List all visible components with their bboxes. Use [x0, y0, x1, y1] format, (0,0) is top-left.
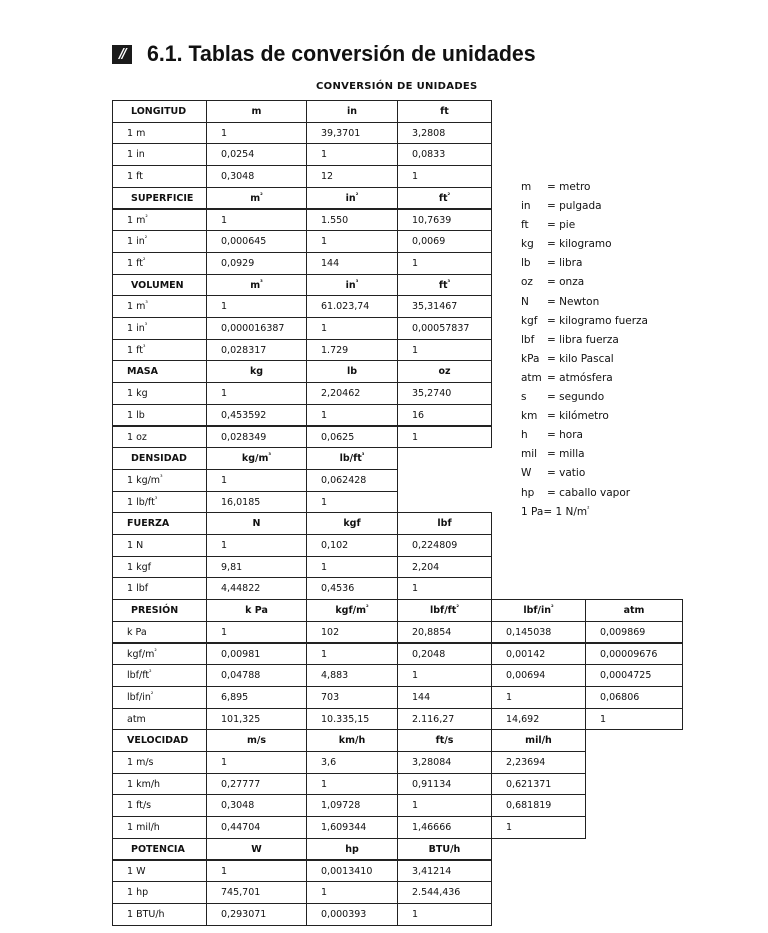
- presion-table-cell: 2.116,27: [397, 708, 492, 731]
- legend-meaning: = libra: [547, 257, 583, 270]
- superficie-table-cell: 1 $m^{^2}$: [112, 209, 207, 232]
- legend-item: [521, 178, 648, 197]
- potencia-table-cell: 2.544,436: [397, 881, 492, 904]
- masa-header-cell: MASA: [112, 360, 207, 383]
- legend-abbreviation: hp: [521, 486, 535, 499]
- velocidad-table-cell: 0,681819: [491, 794, 586, 817]
- superficie-table-cell: 1: [206, 209, 307, 232]
- volumen-header-cell: $in^{^3}$: [306, 274, 398, 297]
- longitud-table-cell: 12: [306, 165, 398, 188]
- fuerza-table-cell: 4,44822: [206, 577, 307, 600]
- presion-table-cell: 101,325: [206, 708, 307, 731]
- fuerza-table-cell: 1 N: [112, 534, 207, 557]
- superficie-table-cell: 10,7639: [397, 209, 492, 232]
- velocidad-table-cell: 1 km/h: [112, 773, 207, 796]
- velocidad-table-cell: 1: [491, 816, 586, 839]
- masa-table-cell: 0,0625: [306, 426, 398, 449]
- superficie-table-cell: 1 $in^{^2}$: [112, 230, 207, 253]
- presion-header-cell: lbf/$in^{^2}$: [491, 599, 586, 622]
- presion-table-cell: 1: [585, 708, 683, 731]
- legend-abbreviation: lbf: [521, 333, 535, 346]
- legend-item: [521, 503, 648, 522]
- legend-abbreviation: in: [521, 200, 531, 213]
- presion-table-cell: 10.335,15: [306, 708, 398, 731]
- presion-table-cell: 0,04788: [206, 664, 307, 687]
- densidad-table-cell: 1 $kg/m^{^3}$: [112, 469, 207, 492]
- velocidad-table-cell: 3,28084: [397, 751, 492, 774]
- volumen-table-cell: 61.023,74: [306, 295, 398, 318]
- legend-abbreviation: s: [521, 391, 527, 404]
- legend-abbreviation: kg: [521, 238, 534, 251]
- masa-header-cell: lb: [306, 360, 398, 383]
- presion-table-cell: atm: [112, 708, 207, 731]
- legend-meaning: = hora: [547, 429, 583, 442]
- volumen-header-cell: $ft^{^3}$: [397, 274, 492, 297]
- velocidad-table-cell: 1,09728: [306, 794, 398, 817]
- superficie-table-cell: 144: [306, 252, 398, 275]
- legend-meaning: = Newton: [547, 295, 600, 308]
- legend-meaning: = segundo: [547, 391, 605, 404]
- legend-item: [521, 293, 648, 312]
- fuerza-table-cell: 1: [206, 534, 307, 557]
- fuerza-table-cell: 9,81: [206, 556, 307, 579]
- presion-table-cell: 0,00142: [491, 643, 586, 666]
- superficie-header-cell: $in^{^2}$: [306, 187, 398, 210]
- presion-table-cell: 102: [306, 621, 398, 644]
- velocidad-header-cell: km/h: [306, 729, 398, 752]
- presion-table-cell: kgf/$m^{^2}$: [112, 643, 207, 666]
- legend-abbreviation: atm: [521, 371, 542, 384]
- presion-table-cell: 0,0004725: [585, 664, 683, 687]
- volumen-table-cell: 1 $m^{^3}$: [112, 295, 207, 318]
- velocidad-table-cell: 1,46666: [397, 816, 492, 839]
- potencia-header-cell: BTU/h: [397, 838, 492, 861]
- legend-meaning: = kilogramo: [547, 238, 612, 251]
- table-title: CONVERSIÓN DE UNIDADES: [316, 81, 478, 92]
- potencia-table-cell: 1 W: [112, 860, 207, 883]
- velocidad-header-cell: VELOCIDAD: [112, 729, 207, 752]
- volumen-table-cell: 1: [397, 339, 492, 362]
- potencia-table-cell: 0,293071: [206, 903, 307, 926]
- longitud-header-cell: ft: [397, 100, 492, 123]
- legend-abbreviation: ft: [521, 219, 529, 232]
- legend-item: [521, 350, 648, 369]
- legend-meaning: = pie: [547, 219, 576, 232]
- masa-table-cell: 1 oz: [112, 426, 207, 449]
- legend-abbreviation: km: [521, 410, 538, 423]
- longitud-header-cell: in: [306, 100, 398, 123]
- presion-table-cell: 0,06806: [585, 686, 683, 709]
- longitud-table-cell: 0,0833: [397, 143, 492, 166]
- fuerza-header-cell: FUERZA: [112, 512, 207, 535]
- legend-abbreviation: m: [521, 181, 532, 193]
- densidad-table-cell: 0,062428: [306, 469, 398, 492]
- potencia-table-cell: 1: [306, 881, 398, 904]
- velocidad-table-cell: 0,621371: [491, 773, 586, 796]
- presion-header-cell: atm: [585, 599, 683, 622]
- volumen-table-cell: 1 $in^{^3}$: [112, 317, 207, 340]
- presion-table-cell: 0,00009676: [585, 643, 683, 666]
- presion-header-cell: PRESIÓN: [112, 599, 207, 622]
- legend-meaning: = 1 $N/m^{^2}$: [543, 505, 590, 518]
- legend-item: [521, 484, 648, 503]
- velocidad-table-cell: 3,6: [306, 751, 398, 774]
- volumen-table-cell: 1.729: [306, 339, 398, 362]
- longitud-table-cell: 1: [206, 122, 307, 145]
- legend-item: [521, 254, 648, 273]
- superficie-table-cell: 0,0069: [397, 230, 492, 253]
- longitud-table-cell: 39,3701: [306, 122, 398, 145]
- presion-table-cell: 1: [491, 686, 586, 709]
- potencia-table-cell: 1: [397, 903, 492, 926]
- longitud-header-cell: m: [206, 100, 307, 123]
- presion-table-cell: lbf/$in^{^2}$: [112, 686, 207, 709]
- velocidad-table-cell: 1 mil/h: [112, 816, 207, 839]
- longitud-header-cell: LONGITUD: [112, 100, 207, 123]
- legend-abbreviation: N: [521, 295, 529, 308]
- potencia-table-cell: 0,000393: [306, 903, 398, 926]
- legend-item: [521, 235, 648, 254]
- legend-abbreviation: lb: [521, 257, 531, 270]
- legend-item: [521, 273, 648, 292]
- velocidad-table-cell: 0,3048: [206, 794, 307, 817]
- densidad-header-cell: DENSIDAD: [112, 447, 207, 470]
- masa-table-cell: 2,20462: [306, 382, 398, 405]
- velocidad-table-cell: 1 ft/s: [112, 794, 207, 817]
- masa-table-cell: 35,2740: [397, 382, 492, 405]
- legend-abbreviation: h: [521, 429, 528, 442]
- volumen-header-cell: VOLUMEN: [112, 274, 207, 297]
- superficie-table-cell: 0,0929: [206, 252, 307, 275]
- legend-abbreviation: kPa: [521, 352, 540, 365]
- potencia-header-cell: hp: [306, 838, 398, 861]
- presion-table-cell: 0,2048: [397, 643, 492, 666]
- potencia-table-cell: 0,0013410: [306, 860, 398, 883]
- longitud-table-cell: 3,2808: [397, 122, 492, 145]
- velocidad-header-cell: mil/h: [491, 729, 586, 752]
- volumen-table-cell: 0,028317: [206, 339, 307, 362]
- fuerza-table-cell: 1 kgf: [112, 556, 207, 579]
- volumen-table-cell: 1: [306, 317, 398, 340]
- velocidad-table-cell: 1: [206, 751, 307, 774]
- presion-table-cell: 14,692: [491, 708, 586, 731]
- velocidad-table-cell: 1,609344: [306, 816, 398, 839]
- masa-table-cell: 16: [397, 404, 492, 427]
- presion-table-cell: 1: [206, 621, 307, 644]
- fuerza-header-cell: kgf: [306, 512, 398, 535]
- legend-abbreviation: oz: [521, 276, 533, 289]
- superficie-table-cell: 1.550: [306, 209, 398, 232]
- presion-table-cell: 0,00981: [206, 643, 307, 666]
- longitud-table-cell: 1: [397, 165, 492, 188]
- fuerza-table-cell: 2,204: [397, 556, 492, 579]
- masa-table-cell: 0,028349: [206, 426, 307, 449]
- presion-table-cell: 703: [306, 686, 398, 709]
- legend-abbreviation: W: [521, 467, 532, 480]
- velocidad-table-cell: 1 m/s: [112, 751, 207, 774]
- volumen-table-cell: 0,000016387: [206, 317, 307, 340]
- legend-meaning: = atmósfera: [547, 371, 613, 384]
- legend-item: [521, 331, 648, 350]
- fuerza-table-cell: 1: [306, 556, 398, 579]
- legend-item: [521, 426, 648, 445]
- volumen-table-cell: 1: [206, 295, 307, 318]
- legend-abbreviation: mil: [521, 448, 538, 461]
- fuerza-table-cell: 1 lbf: [112, 577, 207, 600]
- presion-table-cell: 0,00694: [491, 664, 586, 687]
- fuerza-header-cell: lbf: [397, 512, 492, 535]
- legend-item: [521, 197, 648, 216]
- masa-header-cell: kg: [206, 360, 307, 383]
- presion-table-cell: 20,8854: [397, 621, 492, 644]
- legend-abbreviation: kgf: [521, 314, 538, 327]
- longitud-table-cell: 1 ft: [112, 165, 207, 188]
- legend-item: [521, 369, 648, 388]
- densidad-table-cell: 1 $lb/ft^{^3}$: [112, 491, 207, 514]
- presion-header-cell: k Pa: [206, 599, 307, 622]
- fuerza-table-cell: 1: [397, 577, 492, 600]
- presion-table-cell: 144: [397, 686, 492, 709]
- presion-table-cell: 1: [397, 664, 492, 687]
- superficie-header-cell: SUPERFICIE: [112, 187, 207, 210]
- legend-meaning: = caballo vapor: [547, 486, 631, 499]
- legend-meaning: = libra fuerza: [547, 333, 619, 346]
- masa-table-cell: 1: [397, 426, 492, 449]
- masa-table-cell: 1 kg: [112, 382, 207, 405]
- densidad-header-cell: $lb/ft^{^3}$: [306, 447, 398, 470]
- legend-item: [521, 388, 648, 407]
- presion-table-cell: lbf/$ft^{^2}$: [112, 664, 207, 687]
- fuerza-table-cell: 0,4536: [306, 577, 398, 600]
- superficie-table-cell: 1 $ft^{^2}$: [112, 252, 207, 275]
- presion-table-cell: 0,145038: [491, 621, 586, 644]
- superficie-table-cell: 0,000645: [206, 230, 307, 253]
- potencia-table-cell: 1 hp: [112, 881, 207, 904]
- legend-meaning: = vatio: [547, 467, 586, 480]
- masa-table-cell: 1: [306, 404, 398, 427]
- presion-header-cell: kgf/$m^{^2}$: [306, 599, 398, 622]
- superficie-header-cell: $m^{^2}$: [206, 187, 307, 210]
- potencia-table-cell: 1: [206, 860, 307, 883]
- volumen-table-cell: 1 $ft^{^3}$: [112, 339, 207, 362]
- legend-item: [521, 464, 648, 483]
- potencia-header-cell: POTENCIA: [112, 838, 207, 861]
- masa-table-cell: 1 lb: [112, 404, 207, 427]
- legend-meaning: = milla: [547, 448, 585, 461]
- velocidad-table-cell: 1: [306, 773, 398, 796]
- legend-item: [521, 216, 648, 235]
- presion-table-cell: k Pa: [112, 621, 207, 644]
- presion-table-cell: 0,009869: [585, 621, 683, 644]
- legend-item: [521, 312, 648, 331]
- legend-meaning: = kilómetro: [547, 410, 609, 423]
- masa-table-cell: 0,453592: [206, 404, 307, 427]
- volumen-table-cell: 0,00057837: [397, 317, 492, 340]
- legend-meaning: = kilogramo fuerza: [547, 314, 648, 327]
- velocidad-header-cell: m/s: [206, 729, 307, 752]
- volumen-table-cell: 35,31467: [397, 295, 492, 318]
- masa-table-cell: 1: [206, 382, 307, 405]
- legend-meaning: = kilo Pascal: [547, 352, 614, 365]
- fuerza-header-cell: N: [206, 512, 307, 535]
- velocidad-table-cell: 2,23694: [491, 751, 586, 774]
- presion-table-cell: 6,895: [206, 686, 307, 709]
- longitud-table-cell: 1 m: [112, 122, 207, 145]
- potencia-table-cell: 1 BTU/h: [112, 903, 207, 926]
- fuerza-table-cell: 0,224809: [397, 534, 492, 557]
- superficie-table-cell: 1: [306, 230, 398, 253]
- page-title: 6.1. Tablas de conversión de unidades: [147, 41, 536, 66]
- fuerza-table-cell: 0,102: [306, 534, 398, 557]
- legend-abbreviation: 1 Pa: [521, 505, 544, 518]
- longitud-table-cell: 0,3048: [206, 165, 307, 188]
- legend-meaning: = onza: [547, 276, 585, 289]
- legend-item: [521, 445, 648, 464]
- densidad-table-cell: 1: [306, 491, 398, 514]
- velocidad-table-cell: 0,44704: [206, 816, 307, 839]
- superficie-table-cell: 1: [397, 252, 492, 275]
- densidad-table-cell: 16,0185: [206, 491, 307, 514]
- longitud-table-cell: 1: [306, 143, 398, 166]
- masa-header-cell: oz: [397, 360, 492, 383]
- header-slash-icon: //: [112, 45, 132, 64]
- velocidad-table-cell: 1: [397, 794, 492, 817]
- potencia-header-cell: W: [206, 838, 307, 861]
- velocidad-header-cell: ft/s: [397, 729, 492, 752]
- potencia-table-cell: 3,41214: [397, 860, 492, 883]
- longitud-table-cell: 0,0254: [206, 143, 307, 166]
- legend-item: [521, 407, 648, 426]
- densidad-table-cell: 1: [206, 469, 307, 492]
- presion-table-cell: 4,883: [306, 664, 398, 687]
- volumen-header-cell: $m^{^3}$: [206, 274, 307, 297]
- densidad-header-cell: $kg/m^{^3}$: [206, 447, 307, 470]
- legend-meaning: = metro: [547, 181, 591, 193]
- superficie-header-cell: $ft^{^2}$: [397, 187, 492, 210]
- legend-meaning: = pulgada: [547, 200, 602, 213]
- abbreviation-legend: [521, 178, 648, 522]
- potencia-table-cell: 745,701: [206, 881, 307, 904]
- presion-header-cell: lbf/$ft^{^2}$: [397, 599, 492, 622]
- longitud-table-cell: 1 in: [112, 143, 207, 166]
- presion-table-cell: 1: [306, 643, 398, 666]
- velocidad-table-cell: 0,91134: [397, 773, 492, 796]
- velocidad-table-cell: 0,27777: [206, 773, 307, 796]
